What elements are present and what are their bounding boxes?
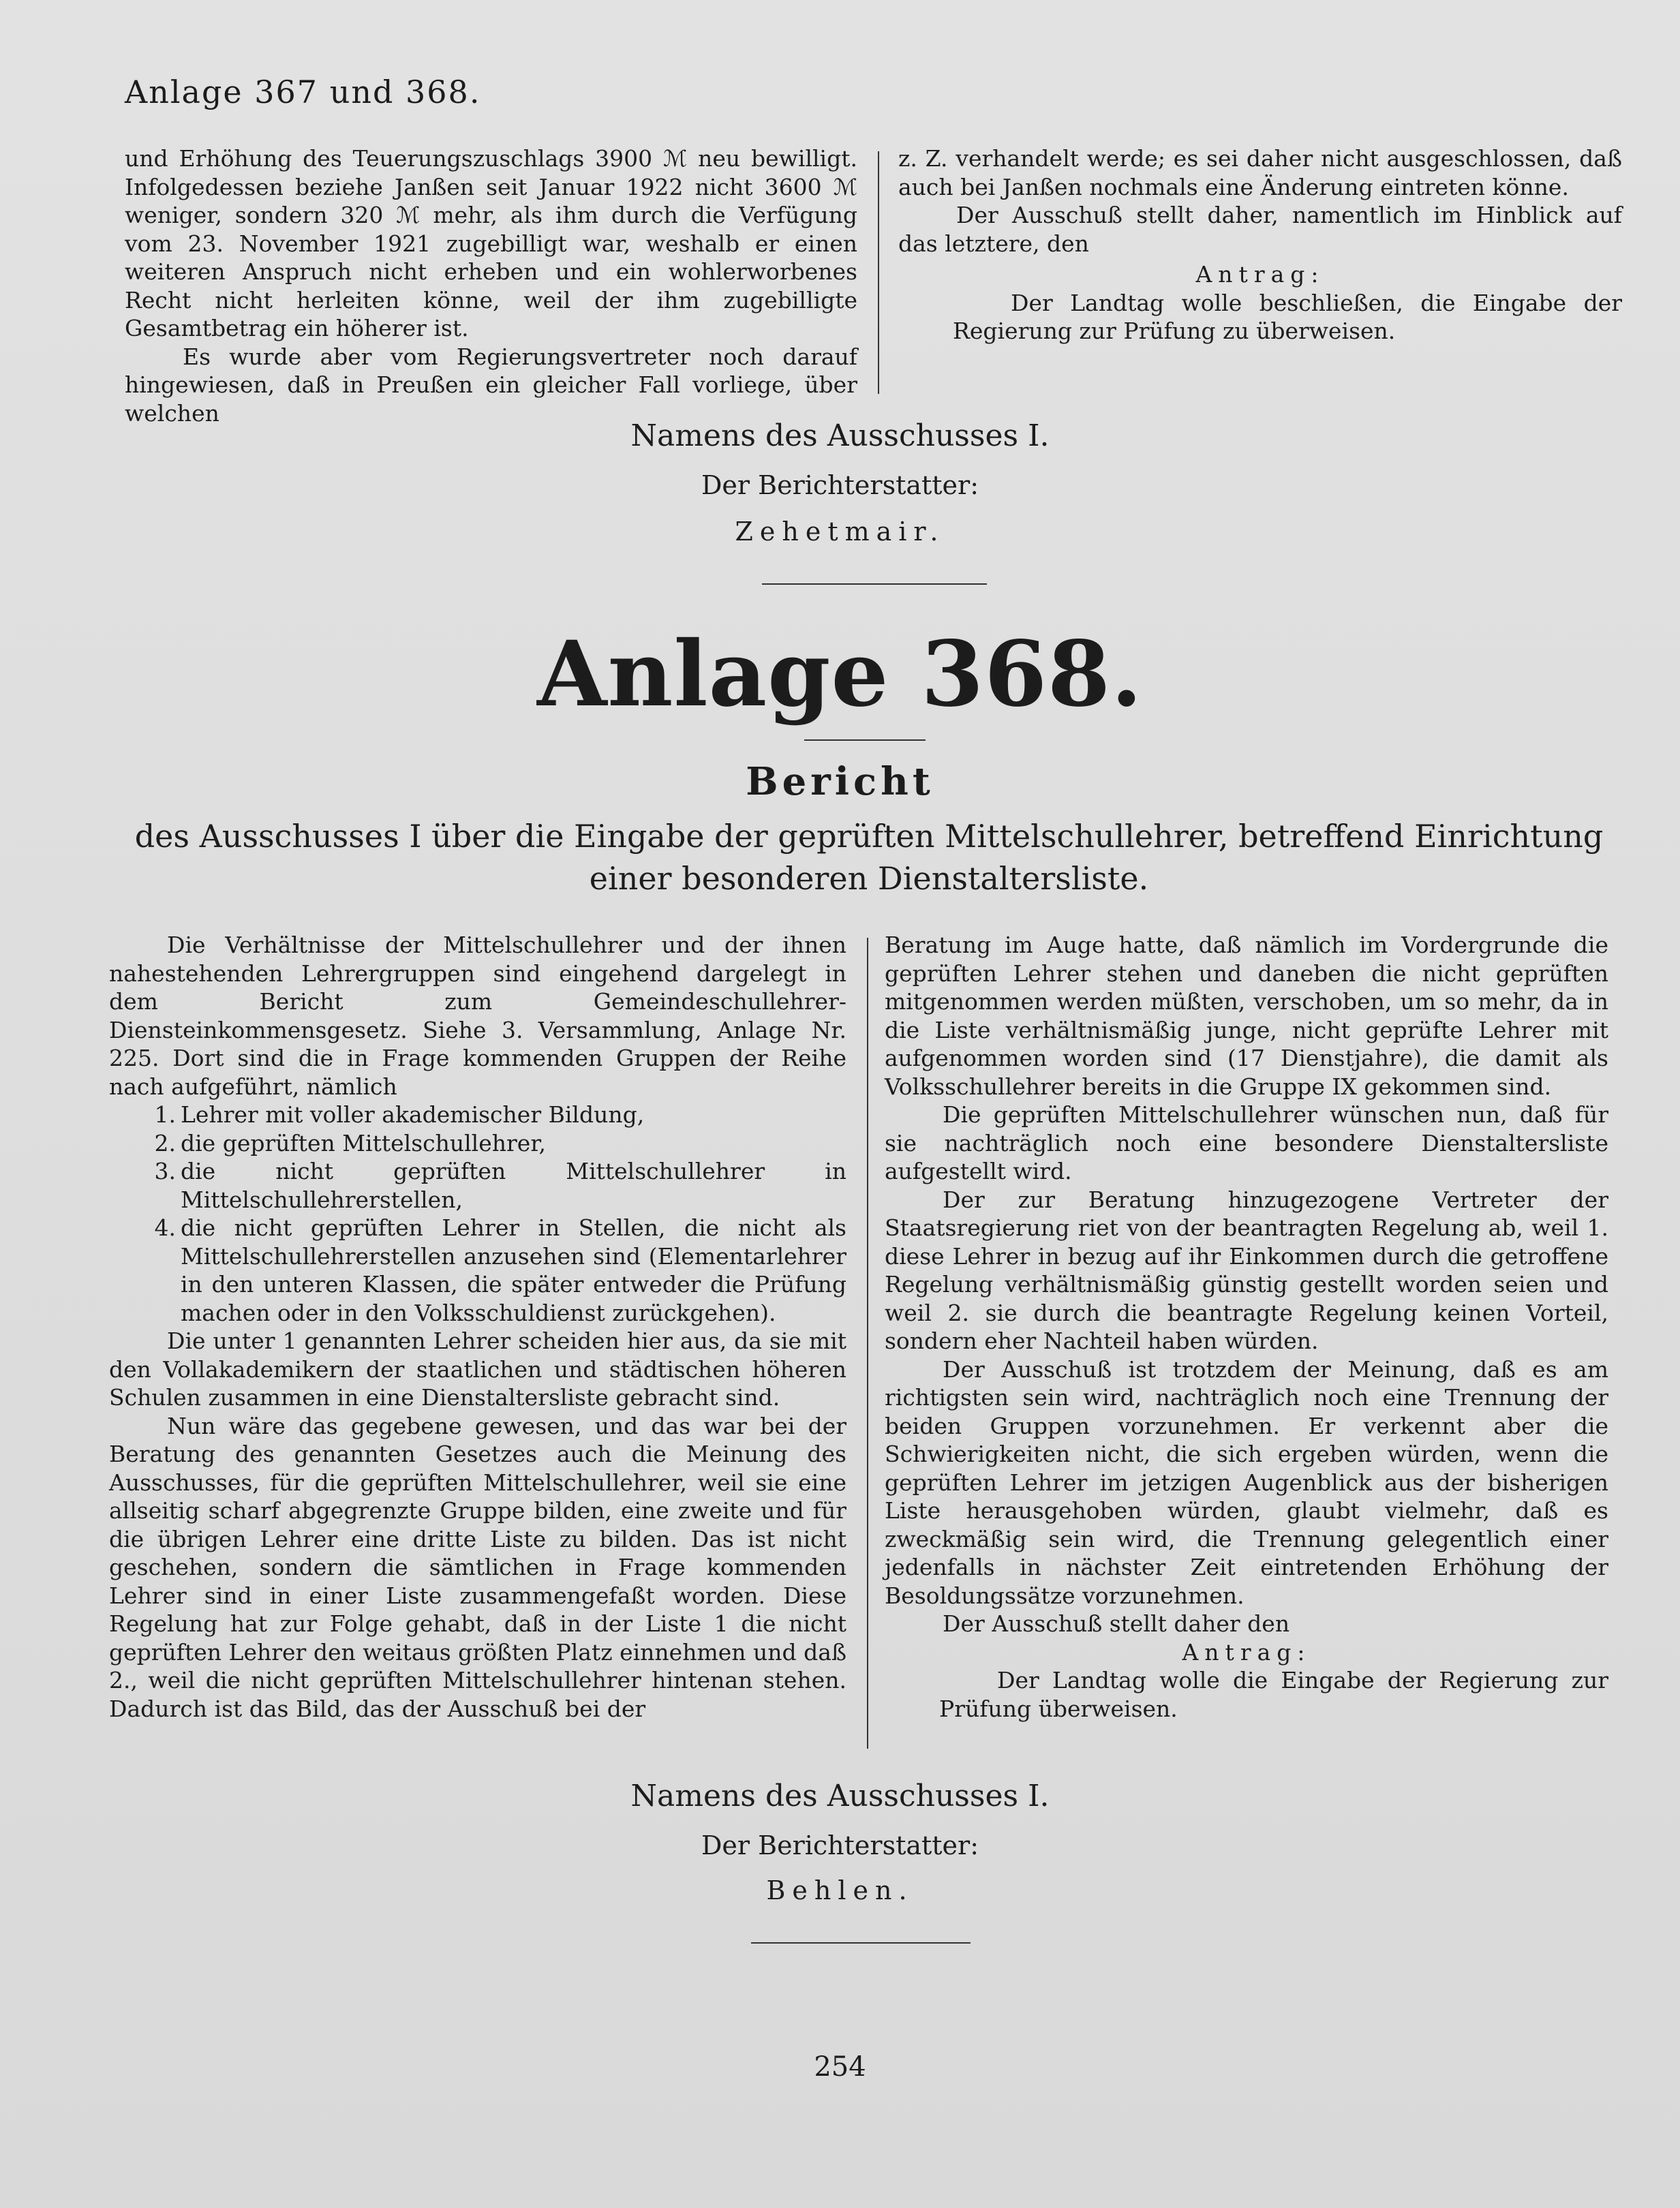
signature-name: Zehetmair. [735,517,945,547]
list-item [109,1101,846,1129]
paragraph: Es wurde aber vom Regierungsvertreter noch darauf hingewiesen, daß in Preußen ein gleicher Fall vorliege, über welchen [125,343,857,427]
antrag-label: Antrag: [1195,261,1325,288]
list-item [109,1214,846,1327]
anlage-title: Anlage 368. [537,622,1143,727]
paragraph: Nun wäre das gegebene gewesen, und das war bei der Beratung des genannten Gesetzes auch die Meinung des Ausschusses, für die geprüften Mittelschullehrer, weil sie eine allseitig scharf abgegrenzte Gruppe bilden, eine zweite und für die übrigen Lehrer eine dritte Liste zu bilden. Das ist nicht geschehen, sondern die sämtlichen in Frage kommenden Lehrer sind in einer Liste zusammengefaßt worden. Diese Regelung hat zur Folge gehabt, daß in der Liste 1 die nicht geprüften Lehrer den weitaus größten Platz einnehmen und daß 2., weil die nicht geprüften Mittelschullehrer hintenan stehen. Dadurch ist das Bild, das der Ausschuß bei der [109,1412,846,1722]
list-text: die nicht geprüften Mittelschullehrer in Mittelschullehrerstellen, [181,1158,846,1213]
paragraph: Die geprüften Mittelschullehrer wünschen nun, daß für sie nachträglich noch eine besondere Dienstaltersliste aufgestellt wird. [885,1101,1608,1184]
paragraph: Der zur Beratung hinzugezogene Vertreter der Staatsregierung riet von der beantragten Regelung ab, weil 1. diese Lehrer in bezug auf ihr Einkommen durch die getroffene Regelung verhältnismäßig günstig gestellt worden seien und weil 2. sie durch die beantragte Regelung keinen Vorteil, sondern eher Nachteil haben würden. [885,1186,1608,1354]
paragraph: Der Ausschuß stellt daher den [943,1610,1290,1637]
list-number: 1. [154,1101,176,1128]
antrag-text: Der Landtag wolle beschließen, die Eingabe der Regierung zur Prüfung zu überweisen. [953,289,1622,344]
signature-committee: Namens des Ausschusses I. [630,1779,1050,1813]
paragraph: Der Ausschuß ist trotzdem der Meinung, daß es am richtigsten sein wird, nachträglich noch eine Trennung der beiden Gruppen vorzunehmen. Er verkennt aber die Schwierigkeiten nicht, die sich ergeben würden, wenn die geprüften Lehrer im jetzigen Augenblick aus der bisherigen Liste herausgehoben würden, glaubt vielmehr, daß es zweckmäßig sein wird, die Trennung gelegentlich einer jedenfalls in nächster Zeit eintretenden Erhöhung der Besoldungssätze vorzunehmen. [885,1355,1608,1609]
title-rule [804,739,926,741]
separator-rule [751,1942,971,1944]
column-divider [867,938,868,1749]
list-text: Lehrer mit voller akademischer Bildung, [181,1101,645,1128]
list-text: die nicht geprüften Lehrer in Stellen, die nicht als Mittelschullehrerstellen anzusehen sind (Elementarlehrer in den unteren Klassen, die später entweder die Prüfung machen oder in den Volksschuldienst zurückgehen). [181,1214,846,1326]
paragraph: Die unter 1 genannten Lehrer scheiden hier aus, da sie mit den Vollakademikern der staatlichen und städtischen höheren Schulen zusammen in eine Dienstaltersliste gebracht sind. [109,1328,846,1411]
paragraph: Die Verhältnisse der Mittelschullehrer und der ihnen nahestehenden Lehrergruppen sind eingehend dargelegt in dem Bericht zum Gemeindeschullehrer-Diensteinkommensgesetz. Siehe 3. Versammlung, Anlage Nr. 225. Dort sind die in Frage kommenden Gruppen der Reihe nach aufgeführt, nämlich [109,932,846,1100]
anlage368-right-column [885,931,1608,1723]
group-list [109,1101,846,1327]
paragraph: z. Z. verhandelt werde; es sei daher nicht ausgeschlossen, daß auch bei Janßen nochmals eine Änderung eintreten könne. [898,145,1622,200]
paragraph: und Erhöhung des Teuerungszuschlags 3900 ℳ neu bewilligt. Infolgedessen beziehe Janßen seit Januar 1922 nicht 3600 ℳ weniger, sondern 320 ℳ mehr, als ihm durch die Verfügung vom 23. November 1921 zugebilligt war, weshalb er einen weiteren Anspruch nicht erheben und ein wohlerworbenes Recht nicht herleiten könne, weil der ihm zugebilligte Gesamtbetrag ein höherer ist. [125,145,857,341]
page-number: 254 [814,2051,866,2083]
anlage368-left-column [109,931,846,1723]
column-divider [878,151,879,394]
list-number: 2. [154,1129,176,1156]
running-head: Anlage 367 und 368. [125,74,481,110]
report-title: Bericht [746,759,934,804]
list-number: 4. [154,1214,176,1241]
signature-role: Der Berichterstatter: [701,470,979,500]
antrag-label: Antrag: [1182,1638,1311,1666]
antrag-text: Der Landtag wolle die Eingabe der Regierung zur Prüfung überweisen. [939,1667,1608,1722]
list-item [109,1157,846,1214]
separator-rule [762,583,987,585]
list-number: 3. [154,1158,176,1184]
signature-committee: Namens des Ausschusses I. [630,418,1050,453]
report-subject: des Ausschusses I über die Eingabe der geprüften Mittelschullehrer, betreffend Einrichtung einer besonderen Dienstaltersliste. [134,818,1604,897]
list-text: die geprüften Mittelschullehrer, [181,1129,546,1156]
anlage367-right-column [898,144,1622,346]
signature-name: Behlen. [766,1875,914,1905]
paragraph: Beratung im Auge hatte, daß nämlich im Vordergrunde die geprüften Lehrer stehen und daneben die nicht geprüften mitgenommen werden müßten, verschoben, um so mehr, da in die Liste verhältnismäßig junge, nicht geprüfte Lehrer mit aufgenommen worden sind (17 Dienstjahre), die damit als Volksschullehrer bereits in die Gruppe IX gekommen sind. [885,932,1608,1100]
paragraph: Der Ausschuß stellt daher, namentlich im Hinblick auf das letztere, den [898,202,1622,257]
list-item [109,1129,846,1158]
signature-role: Der Berichterstatter: [701,1830,979,1860]
anlage367-left-column [125,144,857,427]
